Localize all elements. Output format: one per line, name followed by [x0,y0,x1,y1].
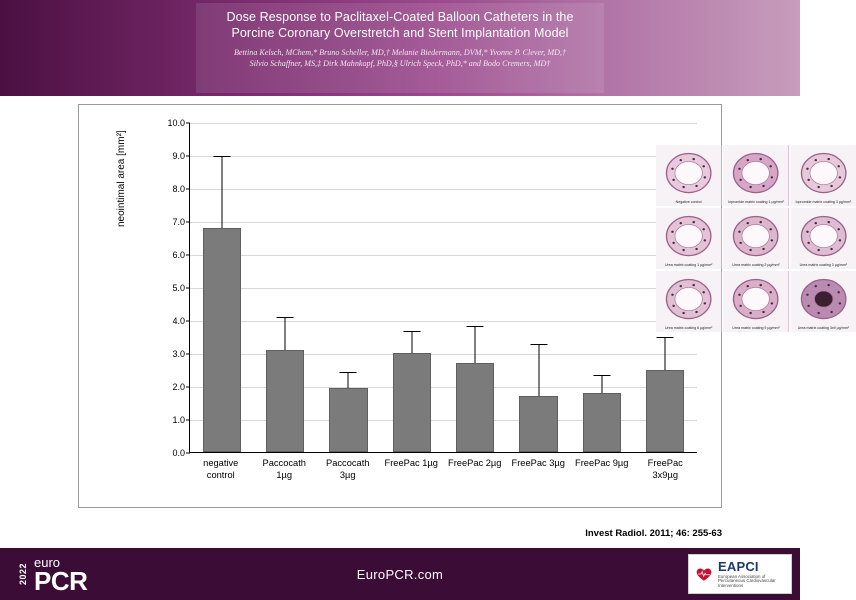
eapci-text-block [718,560,785,588]
bar-slot [319,123,379,452]
page-title-line-2: Porcine Coronary Overstretch and Stent Implantation Model [231,26,569,40]
bar-slot [445,123,505,452]
y-tick-label: 3.0 [172,349,185,359]
error-bar [538,345,539,396]
bar [646,370,684,453]
bar [266,350,304,452]
x-axis-label [381,457,441,501]
error-bar-cap [213,156,230,157]
x-axis-label-line: FreePac 1µg [384,458,438,468]
histology-caption: Urea matrix coating 1 µg/mm² [664,263,713,267]
error-bar [665,338,666,369]
error-bar [601,376,602,393]
x-axis-label-line: negative [203,458,239,468]
error-bar-cap [467,326,484,327]
error-bar-cap [403,331,420,332]
y-tick-label: 10.0 [167,118,185,128]
histology-caption: Urea matrix coating 3 µg/mm² [799,263,848,267]
histology-caption: Iopromide matrix coating 1 µg/mm² [728,200,784,204]
y-tick-label: 2.0 [172,382,185,392]
y-tick-label: 8.0 [172,184,185,194]
x-axis-label-line: FreePac 3µg [511,458,565,468]
histology-caption: Urea matrix coating 6 µg/mm² [664,326,713,330]
error-bar [475,327,476,363]
chart-panel [78,104,852,508]
bar-slot [572,123,632,452]
x-axis-label [318,457,378,501]
x-axis-label-line: FreePac 9µg [575,458,629,468]
y-tick-label: 7.0 [172,217,185,227]
x-axis-label-line: Paccocath [262,458,306,468]
x-axis-label [508,457,568,501]
y-tick-label: 9.0 [172,151,185,161]
authors-line-1: Bettina Kelsch, MChem,* Bruno Scheller, MD,† Melanie Biedermann, DVM,* Yvonne P. Clever, MD,† [233,48,566,57]
histology-image [723,208,788,269]
histology-caption: Urea matrix coating 9 µg/mm² [732,326,780,330]
histology-image [791,271,856,332]
heart-icon [695,565,713,583]
histology-image-grid [656,145,856,332]
citation: Invest Radiol. 2011; 46: 255-63 [585,528,722,539]
y-tick-label: 6.0 [172,250,185,260]
bar-slot [382,123,442,452]
histology-caption: Negative control [675,200,702,204]
eapci-subtitle: European Association of Percutaneous Cardiovascular Interventions [718,573,776,588]
error-bar-cap [657,337,674,338]
histology-image [656,208,721,269]
x-axis-label [191,457,251,501]
logo-year: 2022 [18,562,28,586]
y-axis-label: neointimal area [mm²] [116,130,127,227]
histology-image [723,145,788,206]
x-axis-label [572,457,632,501]
error-bar-cap [593,375,610,376]
histology-caption: Urea matrix coating 2 µg/mm² [732,263,780,267]
logo-pcr-text: PCR [34,565,88,596]
y-tick-mark [186,453,190,454]
x-axis-label-line: FreePac [647,458,683,468]
error-bar-cap [340,372,357,373]
x-axis-label [445,457,505,501]
footer-website[interactable]: EuroPCR.com [356,566,444,582]
error-bar [285,318,286,349]
error-bar-cap [530,344,547,345]
x-axis-label-line: 1µg [276,470,293,480]
bar-slot [255,123,315,452]
x-axis-label [254,457,314,501]
x-axis-label-line: Paccocath [326,458,370,468]
histology-image [656,145,721,206]
logo-euro-text: euro [34,554,61,570]
x-axis-labels [189,457,697,501]
histology-caption: Urea matrix coating 3x9 µg/mm² [797,326,849,330]
bar [329,388,367,452]
x-axis-label-line: 3x9µg [652,470,679,480]
bar-slot [509,123,569,452]
histology-image [723,271,788,332]
histology-image [791,145,856,206]
x-axis-label-line: control [206,470,235,480]
histology-caption: Iopromide matrix coating 3 µg/mm² [795,200,852,204]
bar [393,353,431,452]
page-title-line-1: Dose Response to Paclitaxel-Coated Balloon Catheters in the [226,10,574,24]
title-card [196,3,604,93]
bar [456,363,494,452]
y-tick-label: 0.0 [172,448,185,458]
eapci-logo [688,554,792,594]
histology-image [656,271,721,332]
y-tick-label: 4.0 [172,316,185,326]
y-tick-label: 5.0 [172,283,185,293]
x-axis-label [635,457,695,501]
x-axis-label-line: FreePac 2µg [448,458,502,468]
bar [203,228,241,452]
chart-plot-area [116,118,852,458]
error-bar [411,332,412,353]
error-bar-cap [277,317,294,318]
eapci-name: EAPCI [718,558,759,574]
slide-header [0,0,800,96]
bar [583,393,621,452]
histology-image [791,208,856,269]
bar-slot [192,123,252,452]
y-tick-label: 1.0 [172,415,185,425]
error-bar [221,157,222,228]
authors-line-2: Silvio Schaffner, MS,‡ Dirk Mahnkopf, PhD,§ Ulrich Speck, PhD,* and Bodo Cremers, MD† [249,59,551,68]
x-axis-label-line: 3µg [339,470,356,480]
bar-series [190,123,697,452]
error-bar [348,373,349,388]
bar [519,396,557,452]
